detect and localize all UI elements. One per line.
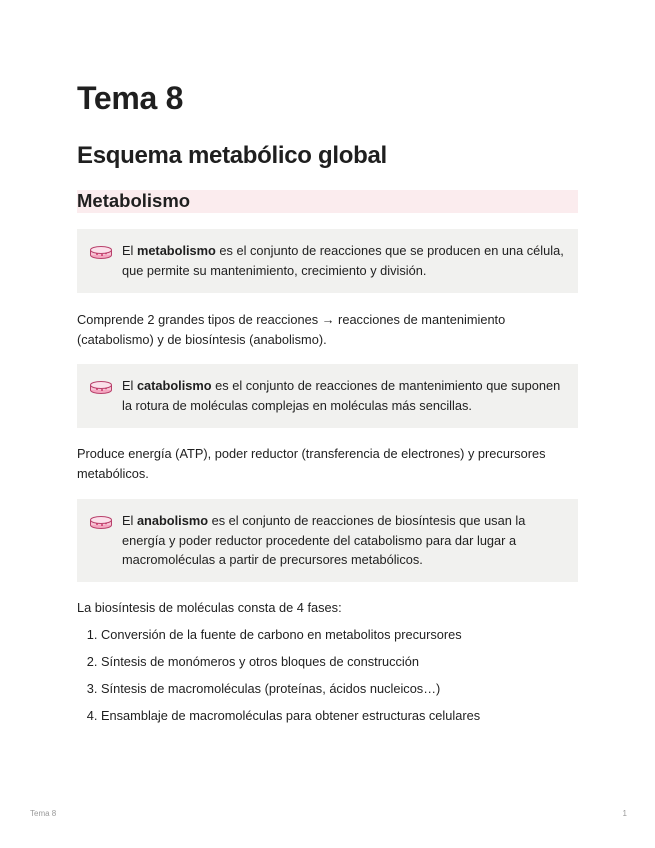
term-catabolismo: catabolismo (136, 378, 212, 393)
list-item: 3. Síntesis de macromoléculas (proteínas, ácidos nucleicos…) (101, 679, 578, 698)
page-number: 1 (622, 809, 627, 818)
phases-list (77, 625, 578, 733)
callout-catabolismo (77, 364, 578, 428)
list-item: 2. Síntesis de monómeros y otros bloques de construcción (101, 652, 578, 671)
callout-text: El metabolismo es el conjunto de reacciones que se producen en una célula, que permite su mantenimiento, crecimiento y división. (122, 243, 564, 278)
term-anabolismo: anabolismo (136, 513, 209, 528)
petri-dish-icon (89, 513, 113, 531)
section-heading: Metabolismo (77, 190, 191, 211)
callout-text: El catabolismo es el conjunto de reacciones de mantenimiento que suponen la rotura de moléculas complejas en moléculas más sencillas. (122, 378, 561, 413)
callout-text: El anabolismo es el conjunto de reacciones de biosíntesis que usan la energía y poder reductor procedente del catabolismo para dar lugar a macromoléculas a partir de precursores metabólicos. (122, 513, 526, 567)
footer-title: Tema 8 (30, 809, 57, 818)
section-heading-highlight (77, 190, 578, 213)
callout-anabolismo (77, 499, 578, 582)
page-subtitle: Esquema metabólico global (77, 142, 387, 169)
petri-dish-icon (89, 243, 113, 261)
paragraph-tipos: Comprende 2 grandes tipos de reacciones → reacciones de mantenimiento (catabolismo) y de biosíntesis (anabolismo). (77, 312, 506, 347)
list-item: 1. Conversión de la fuente de carbono en metabolitos precursores (101, 625, 578, 644)
callout-metabolismo (77, 229, 578, 293)
page-title: Tema 8 (77, 80, 184, 116)
petri-dish-icon (89, 378, 113, 396)
paragraph-biosintesis: La biosíntesis de moléculas consta de 4 fases: (77, 600, 342, 615)
paragraph-produce: Produce energía (ATP), poder reductor (transferencia de electrones) y precursores metabólicos. (77, 446, 546, 481)
list-item: 4. Ensamblaje de macromoléculas para obtener estructuras celulares (101, 706, 578, 725)
term-metabolismo: metabolismo (136, 243, 216, 258)
